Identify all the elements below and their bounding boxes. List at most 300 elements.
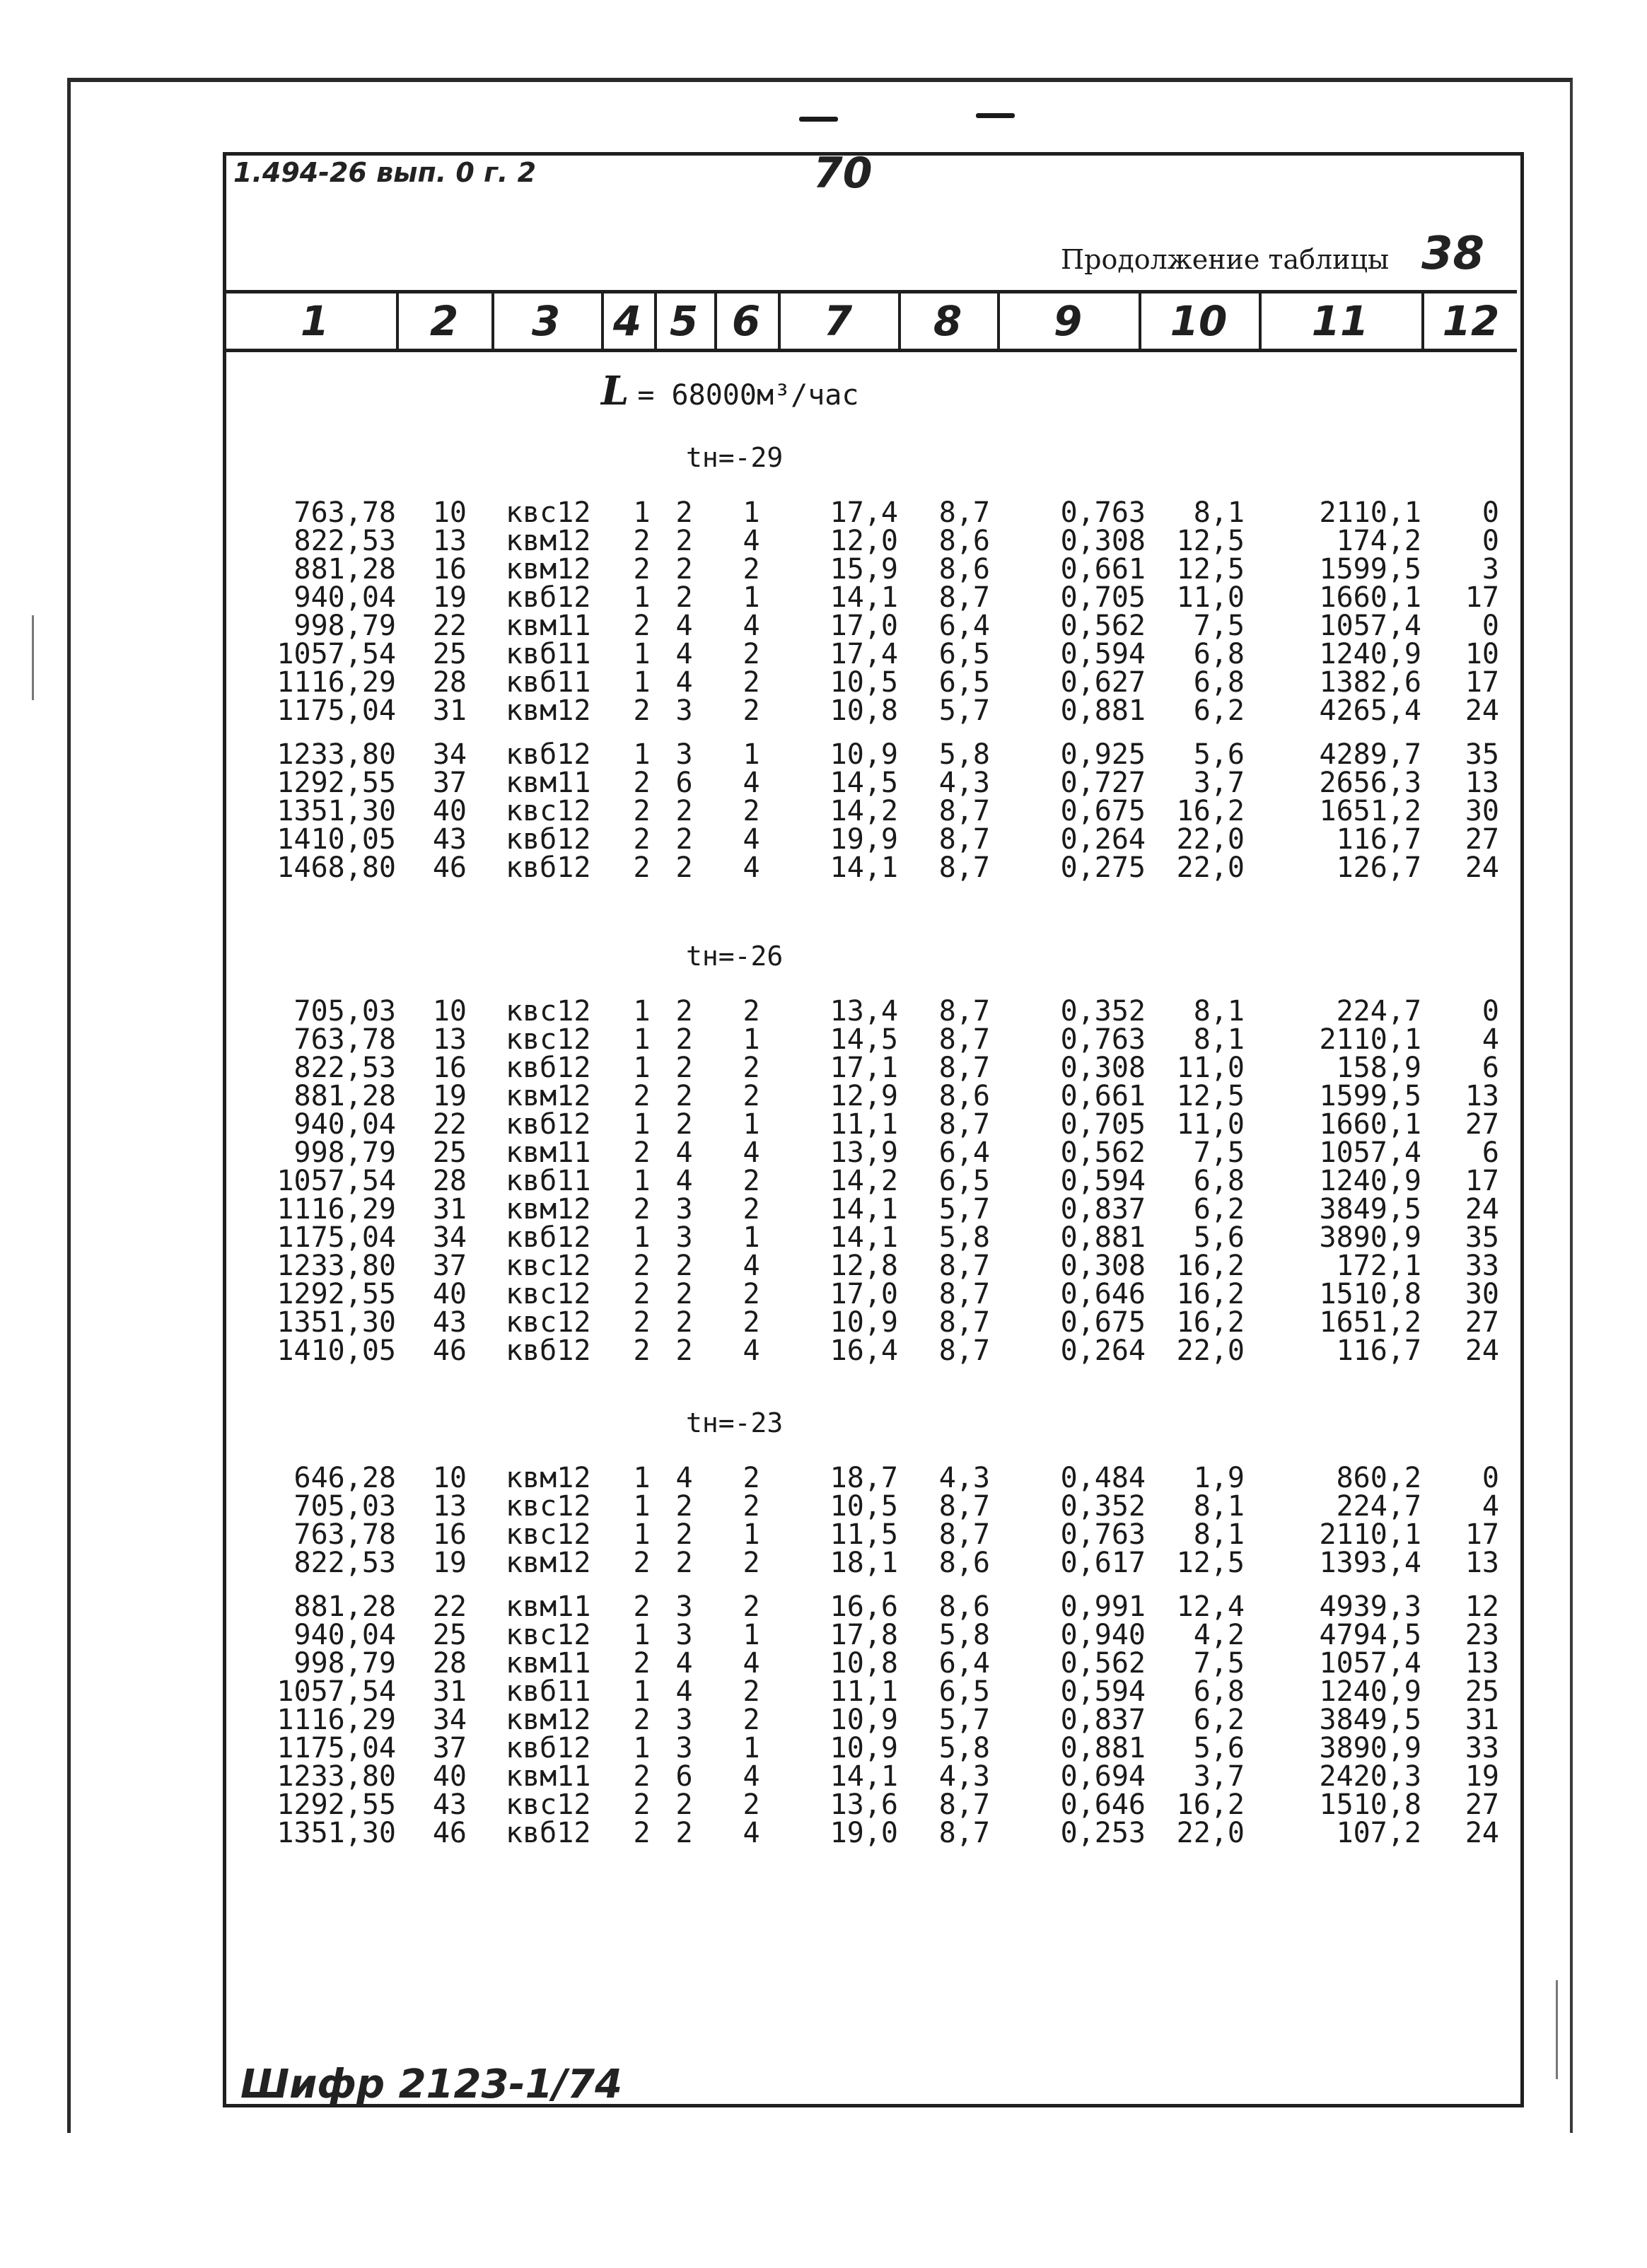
- cell-col-6: 4: [743, 610, 760, 642]
- cell-col-5: 3: [675, 1732, 693, 1764]
- page-number: 70: [813, 149, 873, 198]
- cell-col-1: 940,04: [293, 1619, 396, 1651]
- cell-col-6: 1: [743, 1518, 760, 1551]
- cell-col-12: 0: [1482, 610, 1499, 642]
- cell-col-7: 14,1: [830, 1221, 898, 1254]
- cell-col-7: 12,9: [830, 1080, 898, 1112]
- cell-col-5: 4: [675, 666, 693, 699]
- cell-col-3: квб11: [506, 666, 591, 699]
- table-row: [0, 694, 1647, 727]
- cell-col-7: 14,2: [830, 795, 898, 827]
- cell-col-2: 16: [432, 553, 467, 586]
- table-row: [0, 1677, 1647, 1706]
- cell-col-12: 0: [1482, 1462, 1499, 1494]
- cell-col-12: 13: [1465, 1647, 1499, 1680]
- cell-col-7: 14,5: [830, 767, 898, 799]
- cell-col-12: 17: [1465, 1165, 1499, 1197]
- cell-col-8: 8,7: [938, 995, 990, 1028]
- cell-col-6: 2: [743, 995, 760, 1028]
- cell-col-8: 8,7: [938, 1023, 990, 1056]
- cell-col-5: 3: [675, 1590, 693, 1623]
- cell-col-12: 27: [1465, 823, 1499, 856]
- cell-col-3: квс12: [506, 1250, 591, 1282]
- column-separator: [1421, 293, 1424, 349]
- cell-col-5: 2: [675, 995, 693, 1028]
- cell-col-3: квс12: [506, 1278, 591, 1310]
- cell-col-7: 10,9: [830, 738, 898, 771]
- cell-col-12: 24: [1465, 1334, 1499, 1367]
- cell-col-1: 1233,80: [277, 1760, 396, 1793]
- cell-col-5: 2: [675, 1490, 693, 1523]
- cell-col-5: 2: [675, 795, 693, 827]
- cell-col-2: 43: [432, 1789, 467, 1821]
- cell-col-4: 2: [633, 525, 651, 557]
- cell-col-8: 8,6: [938, 1547, 990, 1579]
- cell-col-11: 1240,9: [1319, 1165, 1421, 1197]
- column-header-11: 11: [1311, 297, 1369, 345]
- column-header-2: 2: [429, 297, 459, 345]
- cell-col-2: 37: [432, 767, 467, 799]
- cell-col-3: квс12: [506, 795, 591, 827]
- cell-col-8: 6,4: [938, 1136, 990, 1169]
- cell-col-9: 0,253: [1060, 1817, 1146, 1849]
- cell-col-8: 5,8: [938, 1732, 990, 1764]
- cell-col-2: 25: [432, 1619, 467, 1651]
- cell-col-11: 3890,9: [1319, 1732, 1421, 1764]
- cell-col-1: 1292,55: [277, 1789, 396, 1821]
- column-header-10: 10: [1170, 297, 1228, 345]
- cell-col-3: квм12: [506, 1080, 591, 1112]
- cell-col-3: квб12: [506, 738, 591, 771]
- cell-col-12: 35: [1465, 738, 1499, 771]
- cell-col-2: 25: [432, 638, 467, 670]
- cell-col-11: 174,2: [1336, 525, 1421, 557]
- cell-col-2: 19: [432, 581, 467, 614]
- column-separator: [898, 293, 901, 349]
- cell-col-3: квб11: [506, 1165, 591, 1197]
- cell-col-5: 4: [675, 610, 693, 642]
- cell-col-11: 1510,8: [1319, 1278, 1421, 1310]
- table-row: [0, 1549, 1647, 1577]
- cell-col-12: 27: [1465, 1108, 1499, 1141]
- cell-col-5: 2: [675, 1518, 693, 1551]
- cell-col-10: 6,2: [1193, 1704, 1245, 1736]
- cell-col-1: 1233,80: [277, 1250, 396, 1282]
- cell-col-1: 1057,54: [277, 1675, 396, 1708]
- table-row: [0, 1193, 1647, 1226]
- cell-col-10: 7,5: [1193, 1136, 1245, 1169]
- cell-col-3: квс12: [506, 995, 591, 1028]
- cell-col-10: 22,0: [1176, 851, 1245, 884]
- cell-col-3: квб11: [506, 1675, 591, 1708]
- column-separator: [396, 293, 399, 349]
- cell-col-7: 17,4: [830, 638, 898, 670]
- cell-col-6: 4: [743, 1136, 760, 1169]
- cell-col-12: 10: [1465, 638, 1499, 670]
- cell-col-6: 1: [743, 581, 760, 614]
- cell-col-11: 158,9: [1336, 1052, 1421, 1084]
- cell-col-10: 3,7: [1193, 1760, 1245, 1793]
- cell-col-10: 16,2: [1176, 1278, 1245, 1310]
- cell-col-7: 16,4: [830, 1334, 898, 1367]
- cell-col-4: 1: [633, 496, 651, 529]
- cell-col-4: 1: [633, 1490, 651, 1523]
- cell-col-12: 0: [1482, 496, 1499, 529]
- cell-col-12: 0: [1482, 995, 1499, 1028]
- cell-col-1: 763,78: [293, 1518, 396, 1551]
- cell-col-4: 1: [633, 1023, 651, 1056]
- cell-col-12: 13: [1465, 1547, 1499, 1579]
- cell-col-8: 8,7: [938, 1052, 990, 1084]
- cell-col-7: 19,9: [830, 823, 898, 856]
- cell-col-6: 1: [743, 1108, 760, 1141]
- cell-col-4: 2: [633, 1306, 651, 1339]
- cell-col-5: 2: [675, 1278, 693, 1310]
- cell-col-2: 34: [432, 1221, 467, 1254]
- cell-col-11: 1660,1: [1319, 581, 1421, 614]
- cell-col-12: 0: [1482, 525, 1499, 557]
- cell-col-9: 0,308: [1060, 1250, 1146, 1282]
- cell-col-7: 11,5: [830, 1518, 898, 1551]
- cell-col-2: 40: [432, 1278, 467, 1310]
- cell-col-1: 1233,80: [277, 738, 396, 771]
- cell-col-1: 998,79: [293, 610, 396, 642]
- table-row: [0, 1819, 1647, 1847]
- cell-col-7: 14,1: [830, 581, 898, 614]
- cell-col-1: 822,53: [293, 1052, 396, 1084]
- cell-col-8: 8,7: [938, 823, 990, 856]
- cell-col-12: 6: [1482, 1052, 1499, 1084]
- cell-col-6: 1: [743, 496, 760, 529]
- cell-col-9: 0,837: [1060, 1704, 1146, 1736]
- cell-col-8: 8,6: [938, 553, 990, 586]
- cell-col-12: 17: [1465, 666, 1499, 699]
- cell-col-1: 881,28: [293, 553, 396, 586]
- cell-col-4: 2: [633, 1278, 651, 1310]
- cell-col-10: 8,1: [1193, 1518, 1245, 1551]
- cell-col-8: 8,7: [938, 851, 990, 884]
- cell-col-5: 4: [675, 1675, 693, 1708]
- cell-col-11: 2420,3: [1319, 1760, 1421, 1793]
- cell-col-5: 2: [675, 1547, 693, 1579]
- cell-col-9: 0,308: [1060, 1052, 1146, 1084]
- cell-col-1: 940,04: [293, 581, 396, 614]
- table-row: [0, 740, 1647, 769]
- cell-col-6: 1: [743, 1221, 760, 1254]
- cell-col-3: квм11: [506, 610, 591, 642]
- cell-col-11: 1240,9: [1319, 638, 1421, 670]
- table-row: [0, 1280, 1647, 1308]
- cell-col-8: 4,3: [938, 1462, 990, 1494]
- cell-col-8: 8,7: [938, 1278, 990, 1310]
- cell-col-1: 1468,80: [277, 851, 396, 884]
- column-header-6: 6: [731, 297, 761, 345]
- cell-col-2: 10: [432, 995, 467, 1028]
- cell-col-5: 3: [675, 1221, 693, 1254]
- table-row: [0, 769, 1647, 797]
- formula-value: = 68000м³/час: [637, 379, 859, 412]
- cell-col-10: 12,5: [1176, 553, 1245, 586]
- cell-col-6: 2: [743, 1590, 760, 1623]
- table-row: [0, 496, 1647, 529]
- cell-col-10: 22,0: [1176, 1817, 1245, 1849]
- cell-col-12: 4: [1482, 1023, 1499, 1056]
- cell-col-12: 24: [1465, 851, 1499, 884]
- cell-col-9: 0,562: [1060, 610, 1146, 642]
- cell-col-5: 2: [675, 1108, 693, 1141]
- cell-col-7: 14,1: [830, 851, 898, 884]
- table-row: [0, 851, 1647, 884]
- cell-col-11: 2110,1: [1319, 1518, 1421, 1551]
- cell-col-2: 22: [432, 1590, 467, 1623]
- cell-col-7: 10,8: [830, 694, 898, 727]
- cell-col-6: 2: [743, 1675, 760, 1708]
- cell-col-7: 10,5: [830, 666, 898, 699]
- cell-col-8: 8,7: [938, 1490, 990, 1523]
- cell-col-4: 1: [633, 1165, 651, 1197]
- cell-col-9: 0,763: [1060, 1023, 1146, 1056]
- cell-col-2: 13: [432, 525, 467, 557]
- cell-col-7: 13,4: [830, 995, 898, 1028]
- cell-col-6: 2: [743, 1052, 760, 1084]
- cell-col-11: 126,7: [1336, 851, 1421, 884]
- table-row: [0, 1223, 1647, 1252]
- cell-col-8: 8,7: [938, 1789, 990, 1821]
- cell-col-8: 6,5: [938, 666, 990, 699]
- cell-col-12: 3: [1482, 553, 1499, 586]
- cell-col-5: 2: [675, 851, 693, 884]
- cell-col-10: 11,0: [1176, 1052, 1245, 1084]
- cell-col-9: 0,881: [1060, 694, 1146, 727]
- cell-col-8: 8,7: [938, 1334, 990, 1367]
- cell-col-11: 1393,4: [1319, 1547, 1421, 1579]
- cell-col-2: 16: [432, 1052, 467, 1084]
- cell-col-8: 5,7: [938, 694, 990, 727]
- cell-col-1: 1116,29: [277, 666, 396, 699]
- cell-col-5: 2: [675, 1080, 693, 1112]
- cell-col-8: 4,3: [938, 767, 990, 799]
- cell-col-7: 14,2: [830, 1165, 898, 1197]
- cell-col-12: 31: [1465, 1704, 1499, 1736]
- cell-col-5: 2: [675, 1306, 693, 1339]
- cell-col-10: 16,2: [1176, 1789, 1245, 1821]
- cell-col-9: 0,837: [1060, 1193, 1146, 1226]
- cell-col-7: 18,1: [830, 1547, 898, 1579]
- cell-col-11: 1599,5: [1319, 1080, 1421, 1112]
- cell-col-2: 31: [432, 1193, 467, 1226]
- cell-col-6: 4: [743, 1817, 760, 1849]
- cell-col-8: 6,4: [938, 1647, 990, 1680]
- cell-col-8: 8,6: [938, 1080, 990, 1112]
- cell-col-2: 37: [432, 1250, 467, 1282]
- cell-col-4: 2: [633, 1817, 651, 1849]
- cell-col-9: 0,484: [1060, 1462, 1146, 1494]
- column-separator: [997, 293, 1000, 349]
- cell-col-11: 1057,4: [1319, 1647, 1421, 1680]
- cell-col-8: 6,5: [938, 638, 990, 670]
- cell-col-8: 5,7: [938, 1704, 990, 1736]
- cell-col-10: 12,5: [1176, 1547, 1245, 1579]
- cell-col-4: 2: [633, 1136, 651, 1169]
- cell-col-4: 2: [633, 1334, 651, 1367]
- cell-col-6: 1: [743, 1619, 760, 1651]
- cell-col-11: 4939,3: [1319, 1590, 1421, 1623]
- cell-col-11: 4289,7: [1319, 738, 1421, 771]
- cell-col-2: 10: [432, 496, 467, 529]
- cell-col-6: 2: [743, 1704, 760, 1736]
- cell-col-6: 4: [743, 1647, 760, 1680]
- cell-col-3: квб12: [506, 581, 591, 614]
- cell-col-10: 6,8: [1193, 666, 1245, 699]
- table-row: [0, 1520, 1647, 1549]
- cell-col-6: 2: [743, 1490, 760, 1523]
- cell-col-4: 1: [633, 638, 651, 670]
- cell-col-10: 3,7: [1193, 767, 1245, 799]
- cell-col-5: 2: [675, 525, 693, 557]
- cell-col-7: 14,5: [830, 1023, 898, 1056]
- cell-col-7: 11,1: [830, 1108, 898, 1141]
- cell-col-2: 28: [432, 666, 467, 699]
- cell-col-2: 25: [432, 1136, 467, 1169]
- table-row: [0, 1167, 1647, 1195]
- airflow-formula: [601, 368, 859, 414]
- cell-col-5: 2: [675, 1250, 693, 1282]
- cell-col-6: 2: [743, 1080, 760, 1112]
- cell-col-10: 6,8: [1193, 638, 1245, 670]
- cell-col-8: 4,3: [938, 1760, 990, 1793]
- cell-col-11: 4265,4: [1319, 694, 1421, 727]
- column-separator: [1259, 293, 1262, 349]
- cell-col-10: 6,8: [1193, 1675, 1245, 1708]
- cell-col-3: квм12: [506, 553, 591, 586]
- cell-col-10: 6,8: [1193, 1165, 1245, 1197]
- table-row: [0, 1791, 1647, 1819]
- cell-col-6: 2: [743, 795, 760, 827]
- column-header-12: 12: [1442, 297, 1500, 345]
- cell-col-12: 24: [1465, 1193, 1499, 1226]
- cell-col-9: 0,661: [1060, 553, 1146, 586]
- cell-col-1: 1116,29: [277, 1193, 396, 1226]
- cell-col-7: 17,8: [830, 1619, 898, 1651]
- column-header-1: 1: [300, 297, 330, 345]
- cell-col-4: 1: [633, 1221, 651, 1254]
- cell-col-2: 10: [432, 1462, 467, 1494]
- cell-col-8: 8,7: [938, 795, 990, 827]
- cell-col-11: 1651,2: [1319, 1306, 1421, 1339]
- cell-col-8: 6,5: [938, 1675, 990, 1708]
- cell-col-12: 35: [1465, 1221, 1499, 1254]
- cell-col-6: 4: [743, 1250, 760, 1282]
- cell-col-4: 2: [633, 553, 651, 586]
- cell-col-9: 0,991: [1060, 1590, 1146, 1623]
- cell-col-1: 1057,54: [277, 1165, 396, 1197]
- cell-col-6: 2: [743, 1278, 760, 1310]
- cell-col-4: 2: [633, 694, 651, 727]
- cell-col-11: 224,7: [1336, 995, 1421, 1028]
- cell-col-4: 1: [633, 995, 651, 1028]
- cell-col-4: 1: [633, 666, 651, 699]
- cell-col-9: 0,675: [1060, 795, 1146, 827]
- cell-col-3: квс12: [506, 1306, 591, 1339]
- table-row: [0, 1734, 1647, 1762]
- cell-col-3: квб12: [506, 1817, 591, 1849]
- cell-col-2: 31: [432, 1675, 467, 1708]
- cell-col-4: 2: [633, 1080, 651, 1112]
- cell-col-7: 19,0: [830, 1817, 898, 1849]
- cell-col-5: 2: [675, 823, 693, 856]
- cell-col-5: 2: [675, 496, 693, 529]
- cell-col-5: 4: [675, 1136, 693, 1169]
- cell-col-10: 11,0: [1176, 581, 1245, 614]
- cell-col-5: 4: [675, 1462, 693, 1494]
- cell-col-7: 14,1: [830, 1760, 898, 1793]
- cell-col-11: 1382,6: [1319, 666, 1421, 699]
- table-row: [0, 583, 1647, 612]
- cell-col-3: квб12: [506, 823, 591, 856]
- cell-col-1: 822,53: [293, 525, 396, 557]
- cell-col-4: 2: [633, 1590, 651, 1623]
- cell-col-1: 940,04: [293, 1108, 396, 1141]
- cell-col-1: 705,03: [293, 995, 396, 1028]
- cell-col-9: 0,562: [1060, 1136, 1146, 1169]
- cell-col-11: 1510,8: [1319, 1789, 1421, 1821]
- cell-col-6: 2: [743, 1789, 760, 1821]
- cell-col-10: 16,2: [1176, 795, 1245, 827]
- cell-col-11: 1057,4: [1319, 1136, 1421, 1169]
- cell-col-3: квб12: [506, 1732, 591, 1764]
- cell-col-6: 1: [743, 738, 760, 771]
- cell-col-3: квм12: [506, 1462, 591, 1494]
- table-row: [0, 1464, 1647, 1492]
- cell-col-11: 172,1: [1336, 1250, 1421, 1282]
- table-row: [0, 1136, 1647, 1169]
- cell-col-1: 763,78: [293, 496, 396, 529]
- cell-col-3: квб12: [506, 851, 591, 884]
- cell-col-7: 18,7: [830, 1462, 898, 1494]
- cell-col-4: 2: [633, 1789, 651, 1821]
- cell-col-7: 17,4: [830, 496, 898, 529]
- cell-col-2: 40: [432, 1760, 467, 1793]
- cell-col-9: 0,940: [1060, 1619, 1146, 1651]
- cell-col-10: 6,2: [1193, 1193, 1245, 1226]
- cell-col-3: квс12: [506, 1490, 591, 1523]
- cell-col-10: 1,9: [1193, 1462, 1245, 1494]
- cell-col-9: 0,264: [1060, 1334, 1146, 1367]
- cell-col-10: 8,1: [1193, 496, 1245, 529]
- cell-col-3: квм11: [506, 1136, 591, 1169]
- cell-col-10: 5,6: [1193, 738, 1245, 771]
- section-label: tн=-26: [686, 941, 784, 972]
- cell-col-12: 24: [1465, 1817, 1499, 1849]
- cell-col-9: 0,594: [1060, 1165, 1146, 1197]
- table-row: [0, 640, 1647, 668]
- cell-col-3: квс12: [506, 1619, 591, 1651]
- cell-col-7: 14,1: [830, 1193, 898, 1226]
- cell-col-9: 0,264: [1060, 823, 1146, 856]
- cell-col-4: 1: [633, 1518, 651, 1551]
- cell-col-8: 8,7: [938, 1250, 990, 1282]
- cell-col-3: квм12: [506, 694, 591, 727]
- cell-col-1: 1351,30: [277, 1306, 396, 1339]
- table-number: 38: [1421, 228, 1485, 280]
- cell-col-3: квс12: [506, 496, 591, 529]
- cell-col-2: 19: [432, 1547, 467, 1579]
- cell-col-3: квм12: [506, 1704, 591, 1736]
- formula-symbol: L: [601, 368, 629, 414]
- cell-col-2: 19: [432, 1080, 467, 1112]
- cell-col-6: 2: [743, 1306, 760, 1339]
- cell-col-6: 2: [743, 553, 760, 586]
